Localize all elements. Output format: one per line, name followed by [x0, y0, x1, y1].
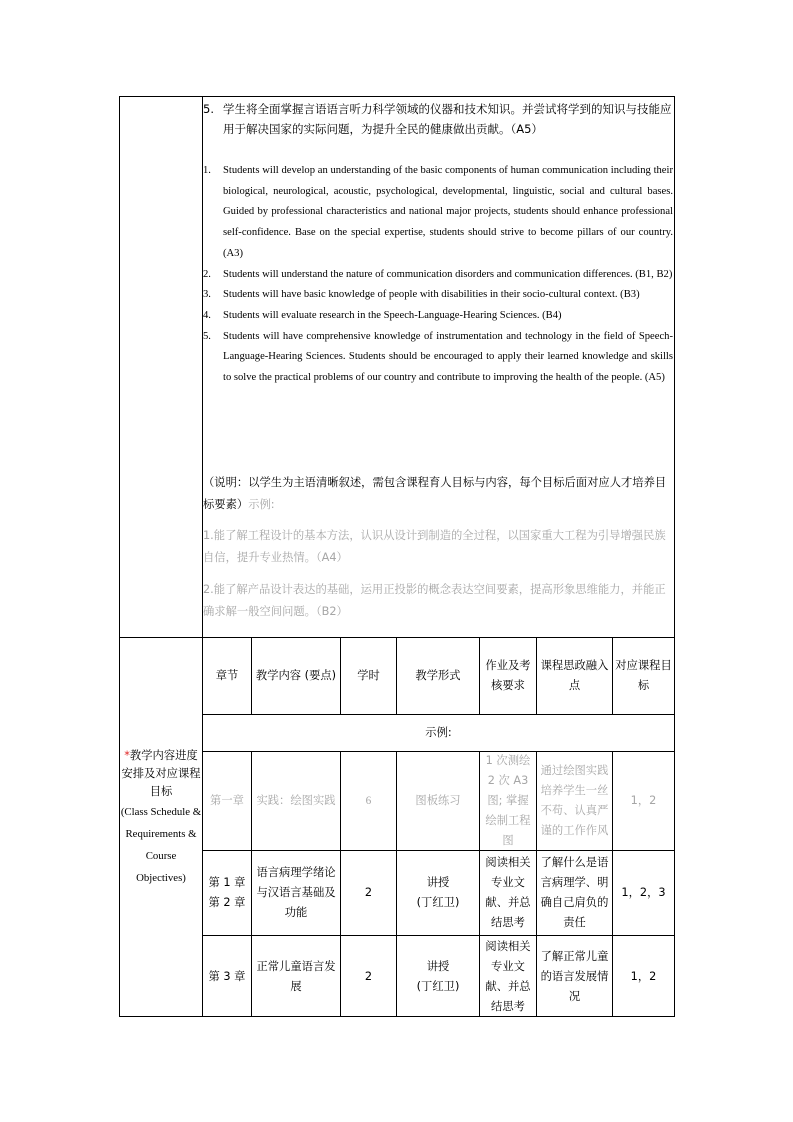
row2-objectives: 1，2 — [630, 969, 657, 983]
objective-en-5 — [203, 327, 673, 389]
header-assignment: 作业及考核要求 — [485, 659, 531, 692]
note-text: （说明：以学生为主语清晰叙述，需包含课程育人目标与内容，每个目标后面对应人才培养目标要素） — [203, 476, 667, 511]
row2-chapter: 第 3 章 — [208, 969, 246, 983]
row1-objectives: 1，2，3 — [621, 886, 666, 899]
example-ideology: 通过绘图实践培养学生一丝不苟、认真严谨的工作作风 — [540, 764, 609, 837]
row1-assignment: 阅读相关专业文献、并总结思考 — [485, 856, 531, 929]
row1-content: 语言病理学绪论与汉语言基础及功能 — [256, 866, 336, 919]
header-chapter: 章节 — [215, 669, 239, 682]
objective-number: 1. — [203, 165, 211, 176]
required-marker: * — [124, 749, 130, 762]
objective-text: Students will have basic knowledge of people with disabilities in their socio-cultural context. (B3) — [223, 289, 640, 301]
example-assignment: 1 次测绘 2 次 A3 图; 掌握绘制工程图 — [485, 754, 531, 847]
example-objectives: 1，2 — [630, 794, 657, 807]
example-objective-1: 1.能了解工程设计的基本方法，认识从设计到制造的全过程，以国家重大工程为引导增强民族自信，提升专业热情。（A4） — [203, 529, 666, 564]
objective-en-3 — [203, 285, 673, 306]
objective-text: Students will understand the nature of communication disorders and communication differences. (B1, B2) — [223, 268, 673, 280]
objective-number: 2. — [203, 268, 211, 280]
objective-text: Students will have comprehensive knowledge of instrumentation and technology in the field of Speech-Language-Hearing Sciences. Students should be encouraged to apply their learned knowledge and skills to solve the practical problems of our country and contribute to improving the health of the people. (A5) — [223, 330, 673, 384]
row2-content: 正常儿童语言发展 — [256, 959, 336, 993]
objective-text: Students will evaluate research in the Speech-Language-Hearing Sciences. (B4) — [223, 309, 562, 321]
row1-ideology: 了解什么是语言病理学、明确自己肩负的责任 — [540, 856, 609, 929]
objective-en-4 — [203, 306, 673, 327]
schedule-label-cn: 教学内容进度安排及对应课程目标 — [121, 749, 201, 798]
row2-form: 讲授 (丁红卫) — [416, 959, 460, 993]
header-objectives: 对应课程目标 — [615, 659, 672, 692]
row1-chapter: 第 1 章 第 2 章 — [208, 876, 246, 909]
example-chapter: 第一章 — [210, 794, 244, 807]
objectives-en-list — [203, 161, 673, 389]
objective-text: 学生将全面掌握言语语言听力科学领域的仪器和技术知识。并尝试将学到的知识与技能应用于解决国家的实际问题，为提升全民的健康做出贡献。（A5） — [223, 102, 672, 136]
row2-hours: 2 — [364, 969, 373, 983]
header-content: 教学内容 (要点) — [255, 669, 337, 682]
objective-text: Students will develop an understanding of the basic components of human communication including their biological, neurological, acoustic, psychological, developmental, linguistic, social and cultural bases. Guided by professional characteristics and national major projects, students should enhance professional self-confidence. Base on the special expertise, students should strive to become pillars of our country. (A3) — [223, 165, 673, 259]
row1-form: 讲授 (丁红卫) — [416, 876, 460, 909]
objective-en-1 — [203, 161, 673, 265]
example-form: 图板练习 — [415, 794, 461, 807]
objective-number: 4. — [203, 309, 211, 321]
header-form: 教学形式 — [415, 669, 461, 682]
schedule-label-en: (Class Schedule & Requirements & Course Objectives) — [120, 806, 202, 884]
schedule-row-label — [120, 747, 202, 889]
objective-number: 5. — [203, 330, 211, 342]
example-objective-2: 2.能了解产品设计表达的基础，运用正投影的概念表达空间要素，提高形象思维能力，并能正确求解一般空间问题。（B2） — [203, 583, 666, 618]
objective-number: 5. — [203, 102, 214, 116]
note-example-label: 示例: — [248, 498, 275, 511]
row2-assignment: 阅读相关专业文献、并总结思考 — [485, 939, 531, 1013]
example-content: 实践：绘图实践 — [256, 794, 336, 807]
header-ideology: 课程思政融入点 — [540, 659, 609, 692]
row2-ideology: 了解正常儿童的语言发展情况 — [540, 949, 609, 1003]
objective-number: 3. — [203, 289, 211, 301]
objective-en-2 — [203, 265, 673, 286]
row1-hours: 2 — [364, 886, 373, 899]
example-row-label: 示例: — [425, 726, 452, 739]
instruction-note — [203, 472, 673, 516]
header-hours: 学时 — [357, 669, 380, 682]
objective-cn-5 — [203, 99, 673, 139]
example-hours: 6 — [365, 795, 372, 807]
